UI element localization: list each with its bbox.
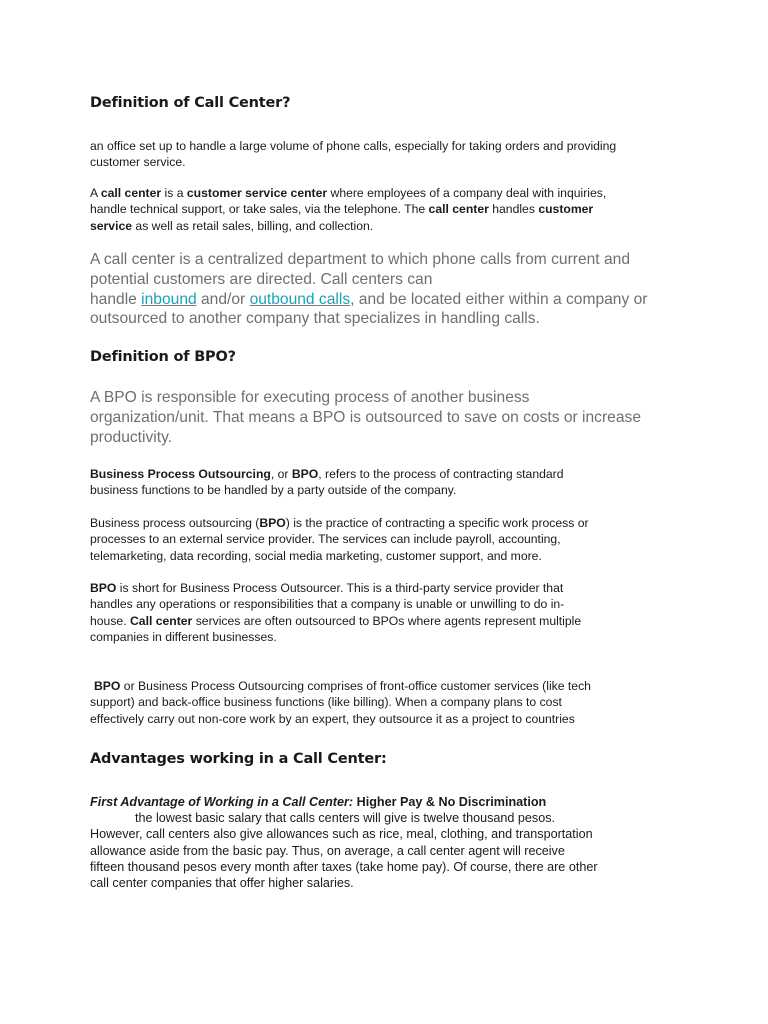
text-line: potential customers are directed. Call centers can [90, 270, 433, 288]
text-line: business functions to be handled by a party outside of the company. [90, 483, 457, 498]
text-line: companies in different businesses. [90, 629, 277, 644]
text-line: handles any operations or responsibilities that a company is unable or unwilling to do in- [90, 597, 565, 612]
text-line: However, call centers also give allowances such as rice, meal, clothing, and transportation [90, 827, 593, 842]
text-line: handle inbound and/or outbound calls, and be located either within a company or [90, 290, 648, 308]
text-line: an office set up to handle a large volume of phone calls, especially for taking orders and providing [90, 139, 617, 153]
text-line: telemarketing, data recording, social media marketing, customer support, and more. [90, 548, 542, 563]
paragraph-bpo-comprises [90, 678, 694, 727]
text-line: fifteen thousand pesos every month after taxes (take home pay). Of course, there are other [90, 859, 598, 874]
text-line: processes to an external service provider. The services can include payroll, accounting, [90, 532, 561, 547]
paragraph-bpo-refers [90, 466, 690, 499]
text-line: productivity. [90, 428, 173, 446]
text-line: handle technical support, or take sales, via the telephone. The call center handles customer [90, 202, 594, 217]
inbound-link[interactable]: inbound [141, 290, 197, 308]
text-line: effectively carry out non-core work by an expert, they outsource it as a project to countries [90, 711, 575, 726]
heading-advantages: Advantages working in a Call Center: [90, 751, 387, 767]
paragraph-first-advantage [90, 794, 690, 891]
text-line: BPO is short for Business Process Outsourcer. This is a third-party service provider that [90, 581, 564, 595]
text-line: BPO or Business Process Outsourcing comprises of front-office customer services (like tech [94, 679, 591, 693]
paragraph-office-definition [90, 138, 690, 171]
paragraph-bpo-short-for [90, 580, 690, 645]
heading-bpo-definition: Definition of BPO? [90, 349, 236, 365]
text-line: call center companies that offer higher salaries. [90, 876, 354, 891]
text-line: outsourced to another company that specializes in handling calls. [90, 310, 540, 328]
text-line: A call center is a centralized department to which phone calls from current and [90, 251, 630, 268]
heading-call-center-definition: Definition of Call Center? [90, 95, 291, 111]
text-line: support) and back-office business functions (like billing). When a company plans to cost [90, 695, 562, 710]
outbound-calls-link[interactable]: outbound calls [249, 290, 351, 308]
text-line: organization/unit. That means a BPO is outsourced to save on costs or increase [90, 408, 641, 426]
text-line: First Advantage of Working in a Call Center: Higher Pay & No Discrimination [90, 795, 547, 809]
text-line: A BPO is responsible for executing process of another business [90, 389, 530, 406]
text-line: the lowest basic salary that calls centers will give is twelve thousand pesos. [135, 811, 555, 826]
text-line: house. Call center services are often outsourced to BPOs where agents represent multiple [90, 613, 582, 628]
text-line: A call center is a customer service center where employees of a company deal with inquiries, [90, 186, 607, 200]
paragraph-call-center-customer-service [90, 185, 690, 234]
text-line: Business Process Outsourcing, or BPO, refers to the process of contracting standard [90, 467, 564, 481]
paragraph-bpo-responsible [90, 388, 690, 447]
text-line: allowance aside from the basic pay. Thus, on average, a call center agent will receive [90, 843, 565, 858]
paragraph-centralized-department [90, 250, 690, 329]
paragraph-bpo-practice [90, 515, 690, 564]
text-line: Business process outsourcing (BPO) is the practice of contracting a specific work process or [90, 516, 589, 530]
text-line: customer service. [90, 155, 186, 170]
text-line: service as well as retail sales, billing, and collection. [90, 218, 374, 233]
